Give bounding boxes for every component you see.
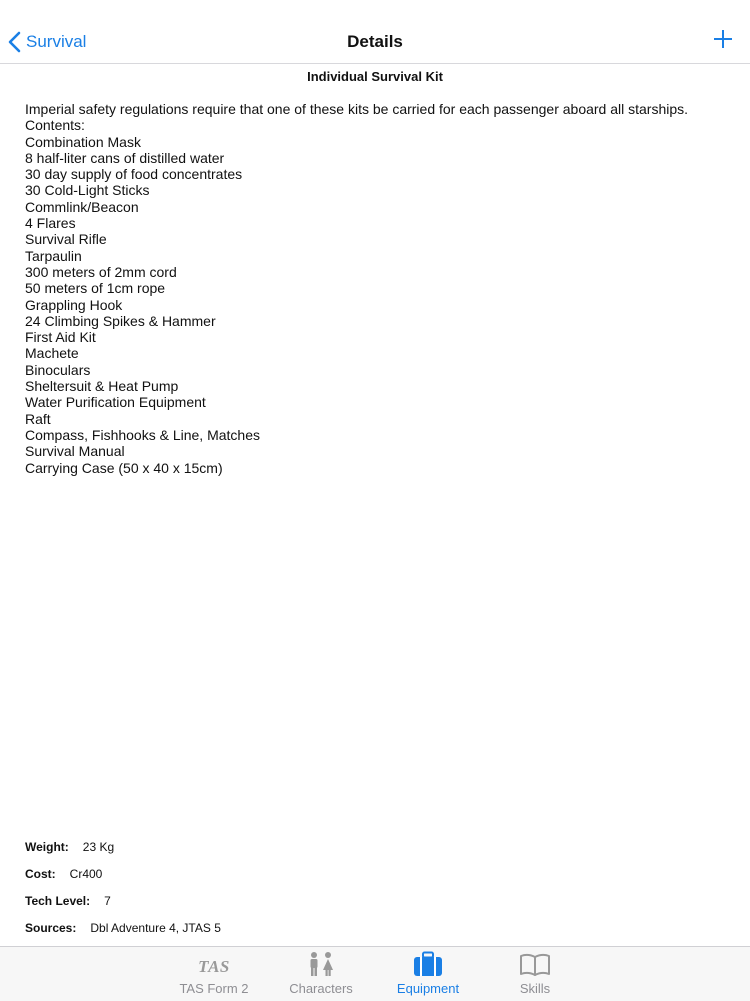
property-label: Cost: [25,867,56,881]
description-line: 30 day supply of food concentrates [25,166,243,183]
property-row [25,840,221,867]
property-value: 23 Kg [82,840,115,854]
description-line: 8 half-liter cans of distilled water [25,149,225,166]
property-label: Tech Level: [25,894,91,908]
property-row [25,921,221,948]
description-line: Grappling Hook [25,296,123,313]
description-intro: Imperial safety regulations require that one of these kits be carried for each passenger aboard all starships. [25,101,689,117]
page-title: Details [347,32,403,51]
back-button-label: Survival [26,32,87,51]
tas-logo-icon: TAS [198,957,230,976]
description-line: Water Purification Equipment [25,394,206,411]
description-line: Survival Rifle [25,231,107,248]
description-line: 24 Climbing Spikes & Hammer [25,312,216,329]
property-row [25,867,221,894]
description-line: First Aid Kit [25,329,96,346]
description-line: Survival Manual [25,443,125,460]
description-line: Combination Mask [25,133,141,150]
description-line: Compass, Fishhooks & Line, Matches [25,426,260,443]
property-label: Weight: [25,840,69,854]
description-line: 4 Flares [25,215,76,232]
tab-label: TAS Form 2 [179,981,249,996]
property-label: Sources: [25,921,77,935]
item-properties [25,840,221,948]
description-line: Binoculars [25,361,91,378]
property-value: Cr400 [69,867,103,881]
tab-skills[interactable] [480,947,590,1001]
item-title: Individual Survival Kit [307,69,443,84]
add-button[interactable] [712,28,736,52]
description-line: Sheltersuit & Heat Pump [25,378,179,395]
property-value: 7 [104,894,111,908]
item-description [25,101,725,476]
tab-label: Skills [519,981,551,996]
tab-label: Equipment [396,981,460,996]
plus-icon [712,28,734,50]
property-value: Dbl Adventure 4, JTAS 5 [90,921,221,935]
description-line: Tarpaulin [25,247,82,264]
tab-tas-form-2[interactable] [159,947,269,1001]
tab-label: Characters [289,981,353,996]
description-line: 300 meters of 2mm cord [25,263,177,280]
tab-equipment[interactable] [373,947,483,1001]
property-row [25,894,221,921]
book-icon [519,953,551,977]
description-line: 50 meters of 1cm rope [25,280,166,297]
description-line: Contents: [25,117,85,134]
description-line: Machete [25,345,79,362]
description-line: 30 Cold-Light Sticks [25,182,150,199]
people-icon [306,951,336,977]
briefcase-icon [413,951,443,977]
tab-characters[interactable] [266,947,376,1001]
description-line: Carrying Case (50 x 40 x 15cm) [25,459,223,476]
description-line: Commlink/Beacon [25,198,139,215]
navigation-bar [0,0,750,64]
tab-bar [0,946,750,1001]
description-line: Raft [25,410,51,427]
